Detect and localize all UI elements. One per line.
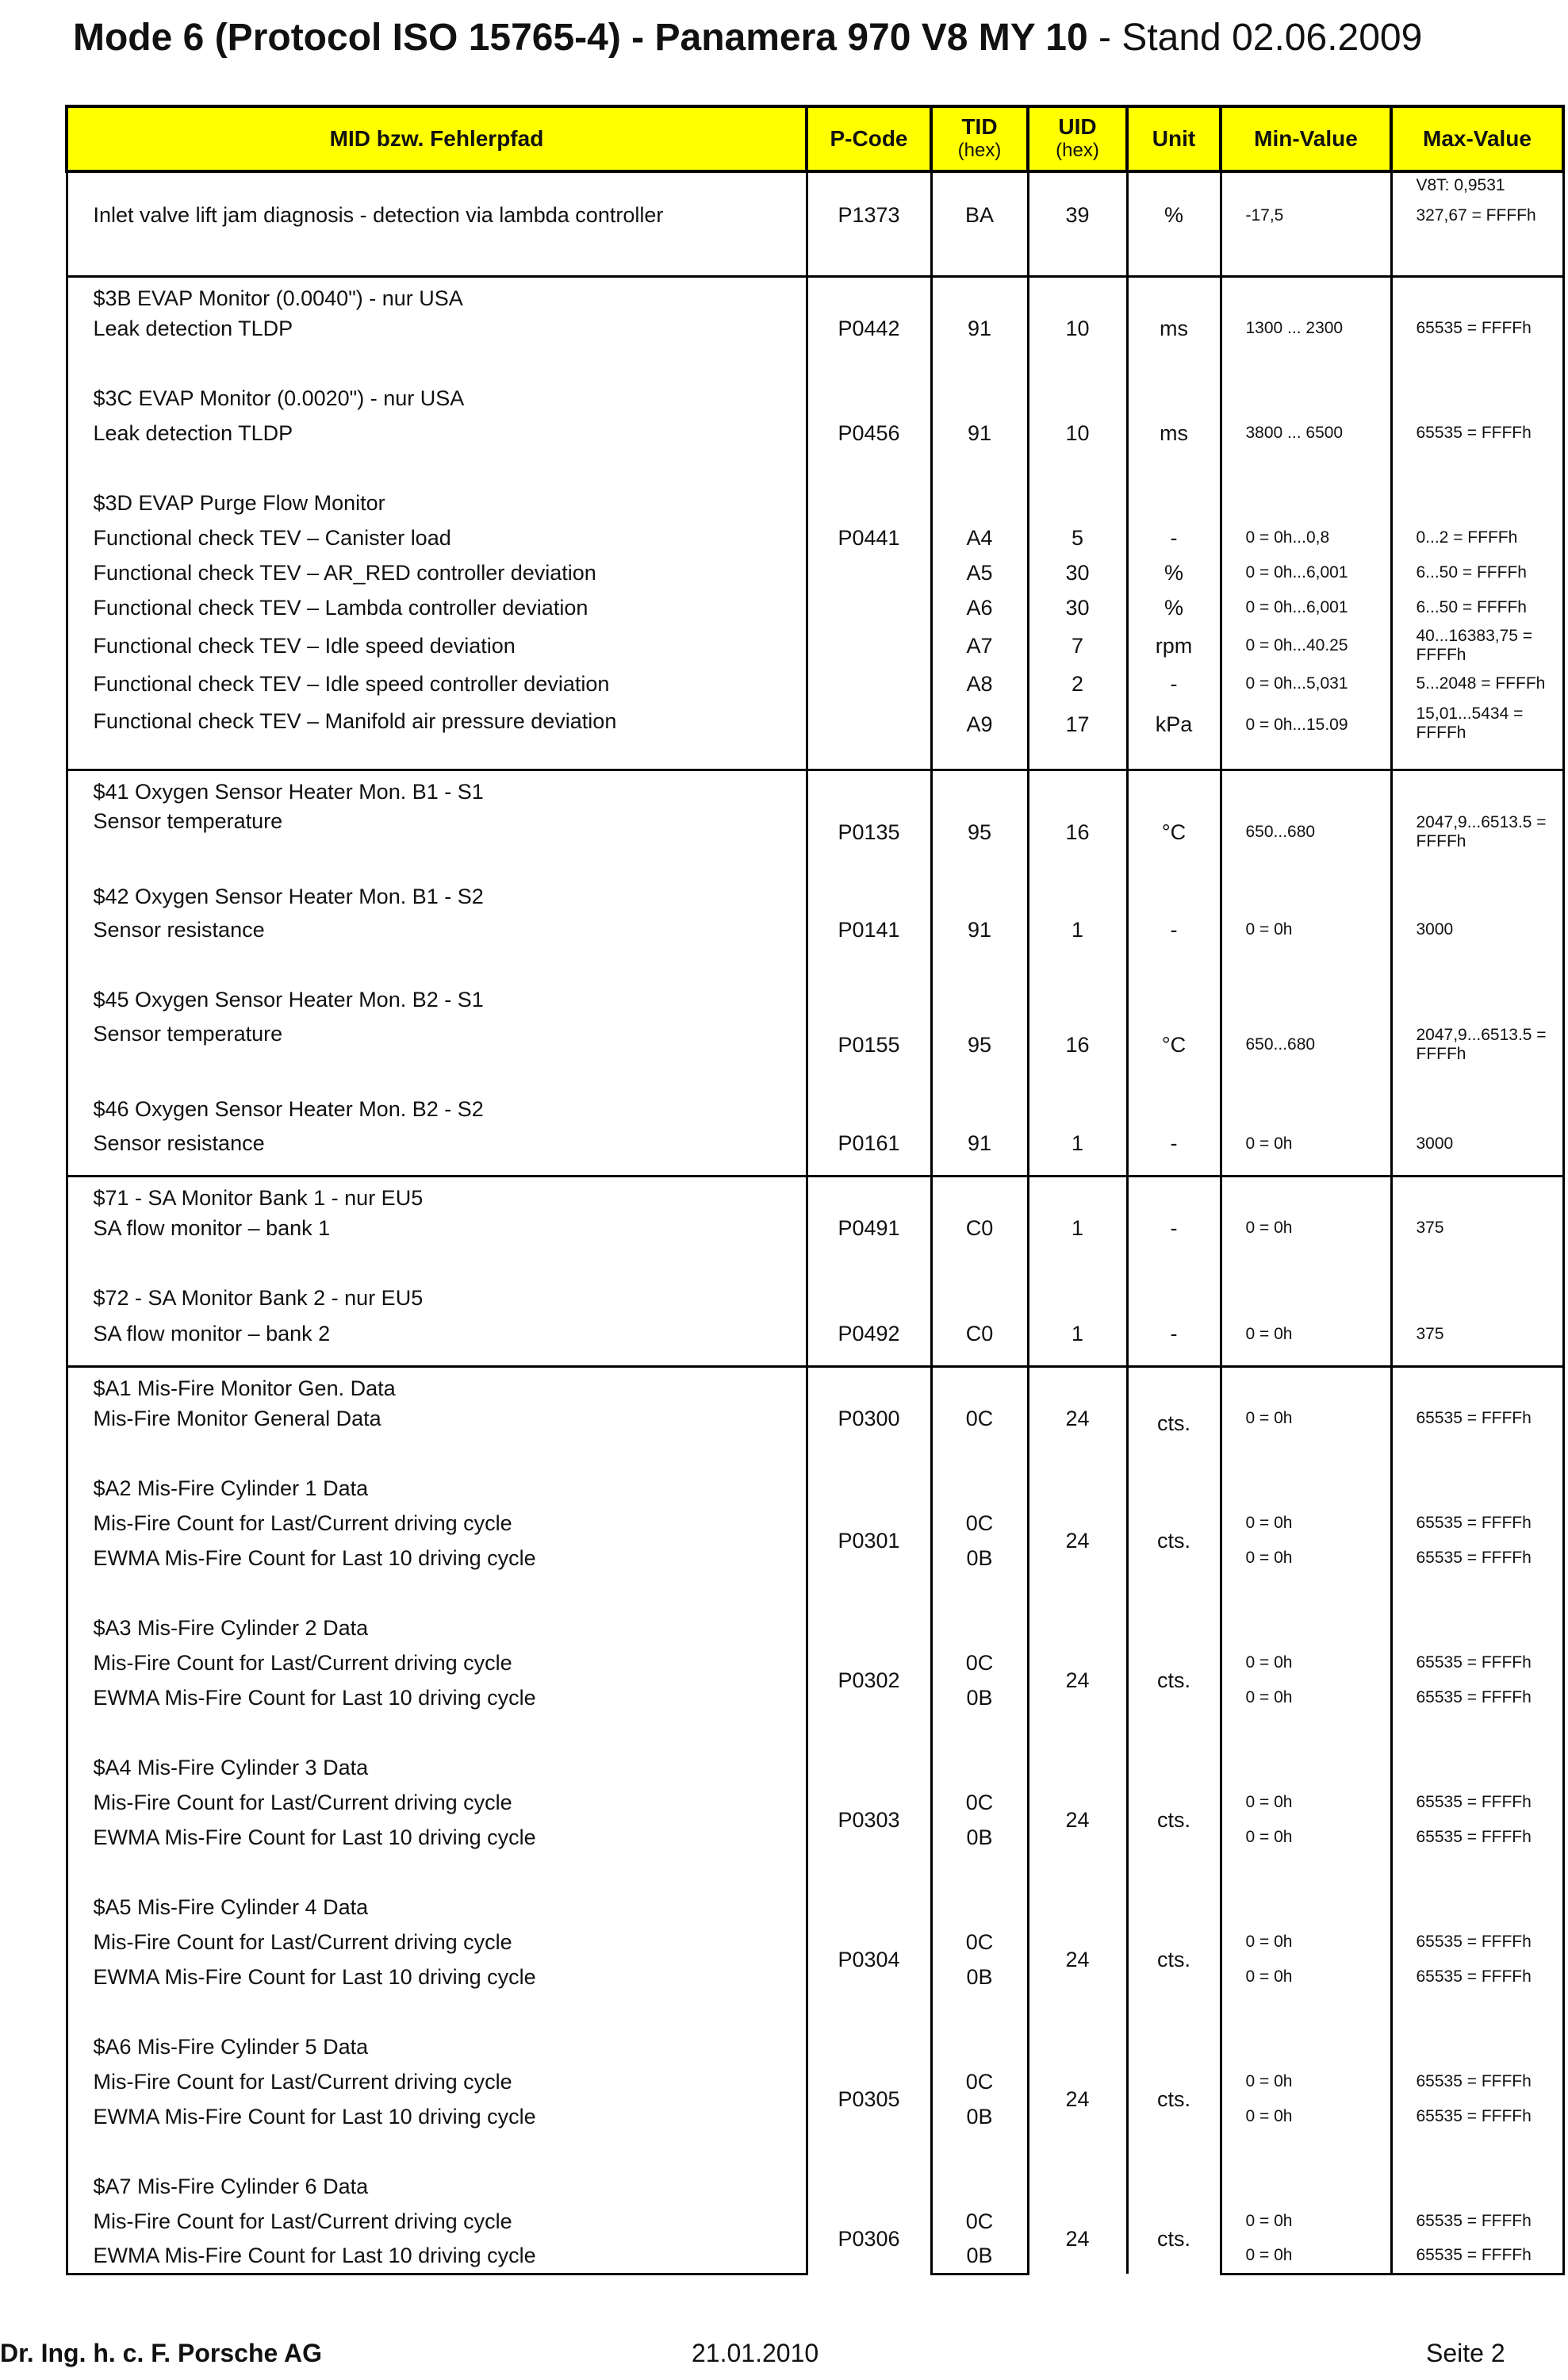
table-row: Mis-Fire Monitor General Data P0300 0C 24 cts. 0 = 0h 65535 = FFFFh <box>67 1401 1563 1436</box>
mode6-table <box>65 105 1565 2275</box>
table-row: Leak detection TLDP P0442 91 10 ms 1300 ... 2300 65535 = FFFFh <box>67 311 1563 346</box>
table-row: $72 - SA Monitor Bank 2 - nur EU5 <box>67 1246 1563 1315</box>
table-row: Sensor resistance P0141 91 1 - 0 = 0h 3000 <box>67 912 1563 947</box>
table-row: Mis-Fire Count for Last/Current driving cycle P0306 0C 24 cts. 0 = 0h 65535 = FFFFh <box>67 2204 1563 2239</box>
header-unit: Unit <box>1127 106 1221 171</box>
table-row: Functional check TEV – Manifold air pressure deviation A9 17 kPa 0 = 0h...15.09 15,01...5434 = FFFFh <box>67 701 1563 770</box>
table-row: Functional check TEV – Canister load P0441 A4 5 - 0 = 0h...0,8 0...2 = FFFFh <box>67 520 1563 555</box>
table-row: Sensor resistance P0161 91 1 - 0 = 0h 3000 <box>67 1125 1563 1176</box>
table-row: V8T: 0,9531 <box>67 171 1563 195</box>
page-title: Mode 6 (Protocol ISO 15765-4) - Panamera 970 V8 MY 10 - Stand 02.06.2009 <box>73 17 1423 59</box>
table-row: $A6 Mis-Fire Cylinder 5 Data <box>67 1994 1563 2064</box>
table-row: Sensor temperature P0155 95 16 °C 650...680 2047,9...6513.5 = FFFFh <box>67 1017 1563 1073</box>
table-row: $3B EVAP Monitor (0.0040") - nur USA <box>67 276 1563 311</box>
table-row: $45 Oxygen Sensor Heater Mon. B2 - S1 <box>67 947 1563 1017</box>
table-row: Sensor temperature P0135 95 16 °C 650...680 2047,9...6513.5 = FFFFh <box>67 804 1563 860</box>
table-row: Mis-Fire Count for Last/Current driving cycle P0302 0C 24 cts. 0 = 0h 65535 = FFFFh <box>67 1645 1563 1680</box>
table-row: EWMA Mis-Fire Count for Last 10 driving cycle 0B 0 = 0h 65535 = FFFFh <box>67 1820 1563 1855</box>
table-row: Functional check TEV – Idle speed deviation A7 7 rpm 0 = 0h...40.25 40...16383,75 = FFFFh <box>67 625 1563 666</box>
header-mid: MID bzw. Fehlerpfad <box>67 106 807 171</box>
table-row: Inlet valve lift jam diagnosis - detection via lambda controller P1373 BA 39 % -17,5 327,67 = FFFFh <box>67 195 1563 276</box>
table-row: $A2 Mis-Fire Cylinder 1 Data <box>67 1436 1563 1506</box>
header-pcode: P-Code <box>807 106 931 171</box>
table-row: $A5 Mis-Fire Cylinder 4 Data <box>67 1855 1563 1925</box>
table-row: Mis-Fire Count for Last/Current driving cycle P0303 0C 24 cts. 0 = 0h 65535 = FFFFh <box>67 1785 1563 1820</box>
header-min: Min-Value <box>1221 106 1391 171</box>
table-row: $A7 Mis-Fire Cylinder 6 Data <box>67 2134 1563 2204</box>
table-row: Mis-Fire Count for Last/Current driving cycle P0305 0C 24 cts. 0 = 0h 65535 = FFFFh <box>67 2064 1563 2099</box>
table-row: $A1 Mis-Fire Monitor Gen. Data <box>67 1366 1563 1401</box>
table-row: EWMA Mis-Fire Count for Last 10 driving cycle 0B 0 = 0h 65535 = FFFFh <box>67 2239 1563 2274</box>
footer-date: 21.01.2010 <box>692 2339 819 2367</box>
header-tid: TID (hex) <box>931 106 1028 171</box>
table-row: EWMA Mis-Fire Count for Last 10 driving cycle 0B 0 = 0h 65535 = FFFFh <box>67 1680 1563 1715</box>
table-row: Mis-Fire Count for Last/Current driving cycle P0304 0C 24 cts. 0 = 0h 65535 = FFFFh <box>67 1925 1563 1960</box>
table-header-row <box>67 106 1563 171</box>
table-row: $41 Oxygen Sensor Heater Mon. B1 - S1 <box>67 770 1563 804</box>
footer-page: Seite 2 <box>1426 2339 1505 2367</box>
table-row: Functional check TEV – Lambda controller deviation A6 30 % 0 = 0h...6,001 6...50 = FFFFh <box>67 590 1563 625</box>
table-row: $46 Oxygen Sensor Heater Mon. B2 - S2 <box>67 1073 1563 1125</box>
table-row: $3D EVAP Purge Flow Monitor <box>67 451 1563 520</box>
table-row: $A4 Mis-Fire Cylinder 3 Data <box>67 1715 1563 1785</box>
table-row: $42 Oxygen Sensor Heater Mon. B1 - S2 <box>67 860 1563 912</box>
table-row: Functional check TEV – Idle speed controller deviation A8 2 - 0 = 0h...5,031 5...2048 = FFFFh <box>67 666 1563 701</box>
table-row: Functional check TEV – AR_RED controller deviation A5 30 % 0 = 0h...6,001 6...50 = FFFFh <box>67 555 1563 590</box>
header-max: Max-Value <box>1391 106 1563 171</box>
table-row: Leak detection TLDP P0456 91 10 ms 3800 ... 6500 65535 = FFFFh <box>67 416 1563 451</box>
footer-company: Dr. Ing. h. c. F. Porsche AG <box>0 2339 323 2367</box>
table-row: SA flow monitor – bank 1 P0491 C0 1 - 0 = 0h 375 <box>67 1211 1563 1246</box>
table-row: EWMA Mis-Fire Count for Last 10 driving cycle 0B 0 = 0h 65535 = FFFFh <box>67 2099 1563 2134</box>
table-row: SA flow monitor – bank 2 P0492 C0 1 - 0 = 0h 375 <box>67 1315 1563 1366</box>
table-row: $71 - SA Monitor Bank 1 - nur EU5 <box>67 1176 1563 1211</box>
table-row: $A3 Mis-Fire Cylinder 2 Data <box>67 1576 1563 1645</box>
table-row: EWMA Mis-Fire Count for Last 10 driving cycle 0B 0 = 0h 65535 = FFFFh <box>67 1541 1563 1576</box>
table-row: EWMA Mis-Fire Count for Last 10 driving cycle 0B 0 = 0h 65535 = FFFFh <box>67 1960 1563 1994</box>
header-uid: UID (hex) <box>1028 106 1127 171</box>
table-row: Mis-Fire Count for Last/Current driving cycle P0301 0C 24 cts. 0 = 0h 65535 = FFFFh <box>67 1506 1563 1541</box>
table-row: $3C EVAP Monitor (0.0020") - nur USA <box>67 346 1563 416</box>
